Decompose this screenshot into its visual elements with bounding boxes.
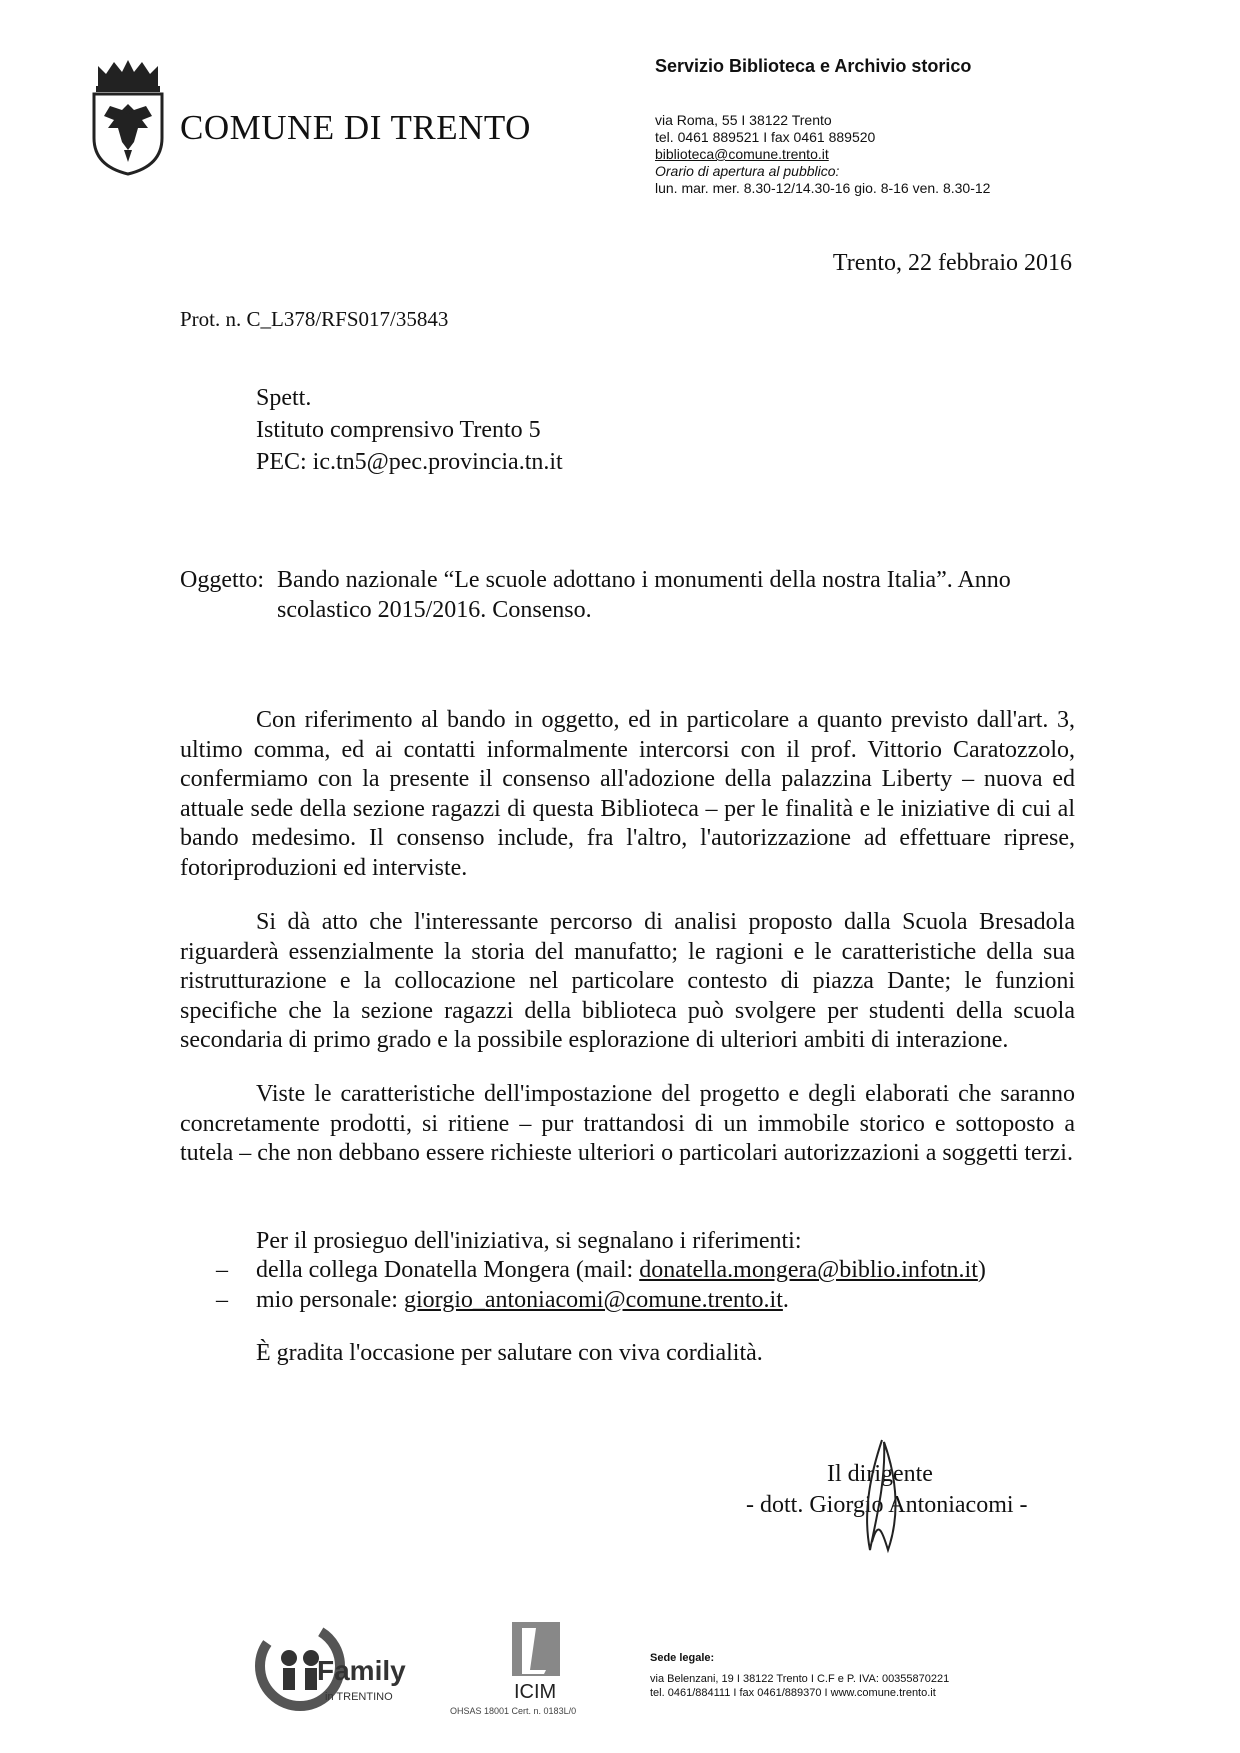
reference-item <box>216 1257 986 1284</box>
reference-suffix: ) <box>977 1257 986 1283</box>
address-line: via Roma, 55 I 38122 Trento <box>655 112 832 128</box>
comune-crest-logo <box>88 58 168 176</box>
service-title: Servizio Biblioteca e Archivio storico <box>655 56 972 76</box>
protocol-number: Prot. n. C_L378/RFS017/35843 <box>180 307 449 331</box>
legal-address: via Belenzani, 19 I 38122 Trento I C.F e P. IVA: 00355870221 <box>650 1673 950 1685</box>
comune-name: COMUNE DI TRENTO <box>180 108 531 147</box>
recipient-salutation: Spett. <box>256 385 312 411</box>
reference-item <box>216 1287 789 1314</box>
opening-hours: lun. mar. mer. 8.30-12/14.30-16 gio. 8-16 ven. 8.30-12 <box>655 180 991 196</box>
icim-cert-text: OHSAS 18001 Cert. n. 0183L/0 <box>450 1706 577 1716</box>
place-date: Trento, 22 febbraio 2016 <box>832 250 1072 276</box>
body-paragraph: Si dà atto che l'interessante percorso di analisi proposto dalla Scuola Bresadola riguarderà essenzialmente la storia del manufatto; le ragioni e le caratteristiche della sua ristrutturazione e la collocazione nel particolare contesto di piazza Dante; le funzioni specifiche che la sezione ragazzi della biblioteca può svolgere per studenti della scuola secondaria di primo grado e la possibile esplorazione di ulteriori ambiti di interazione. <box>180 909 1075 1053</box>
body-paragraph: Viste le caratteristiche dell'impostazione del progetto e degli elaborati che saranno concretamente prodotti, si ritiene – pur trattandosi di un immobile storico e sottoposto a tutela – che non debbano essere richieste ulteriori o particolari autorizzazioni a soggetti terzi. <box>180 1081 1075 1166</box>
subject-label: Oggetto: <box>180 567 264 593</box>
library-email: biblioteca@comune.trento.it <box>655 146 829 162</box>
subject-text: Bando nazionale “Le scuole adottano i monumenti della nostra Italia”. Anno scolastico 2015/2016. Consenso. <box>277 567 1011 623</box>
icim-certification-logo <box>450 1620 630 1720</box>
icim-logo-text: ICIM <box>514 1681 557 1703</box>
reference-email[interactable]: donatella.mongera@biblio.infotn.it <box>639 1257 978 1283</box>
body-paragraph: Con riferimento al bando in oggetto, ed in particolare a quanto previsto dall'art. 3, ultimo comma, ed ai contatti informalmente intercorsi con il prof. Vittorio Caratozzolo, confermiamo con la presente il consenso all'adozione della palazzina Liberty – nuova ed attuale sede della sezione ragazzi di questa Biblioteca – per le finalità e le iniziative di cui al bando medesimo. Il consenso include, fra l'altro, l'autorizzazione ad effettuare riprese, fotoriproduzioni ed interviste. <box>180 707 1075 881</box>
family-in-trentino-logo <box>255 1618 430 1718</box>
phone-fax-line: tel. 0461 889521 I fax 0461 889520 <box>655 129 876 145</box>
legal-seat-title: Sede legale: <box>650 1652 715 1664</box>
signature-role: Il dirigente <box>827 1461 933 1487</box>
recipient-name: Istituto comprensivo Trento 5 <box>256 417 541 443</box>
family-logo-text: Family <box>317 1655 406 1686</box>
reference-text: mio personale: <box>256 1287 404 1313</box>
legal-contacts: tel. 0461/884111 I fax 0461/889370 I www.comune.trento.it <box>650 1687 936 1699</box>
handwritten-signature <box>842 1430 932 1560</box>
recipient-pec: PEC: ic.tn5@pec.provincia.tn.it <box>256 449 563 475</box>
signature-name: - dott. Giorgio Antoniacomi - <box>746 1492 1028 1518</box>
reference-suffix: . <box>782 1287 789 1313</box>
family-logo-sub: in TRENTINO <box>325 1691 393 1703</box>
opening-hours-label: Orario di apertura al pubblico: <box>655 163 840 179</box>
reference-text: della collega Donatella Mongera (mail: <box>256 1257 640 1283</box>
list-dash: – <box>216 1287 228 1313</box>
list-dash: – <box>216 1257 228 1283</box>
reference-email[interactable]: giorgio_antoniacomi@comune.trento.it <box>403 1287 783 1313</box>
closing-line: È gradita l'occasione per salutare con viva cordialità. <box>256 1340 763 1366</box>
references-intro: Per il prosieguo dell'iniziativa, si segnalano i riferimenti: <box>256 1228 802 1254</box>
